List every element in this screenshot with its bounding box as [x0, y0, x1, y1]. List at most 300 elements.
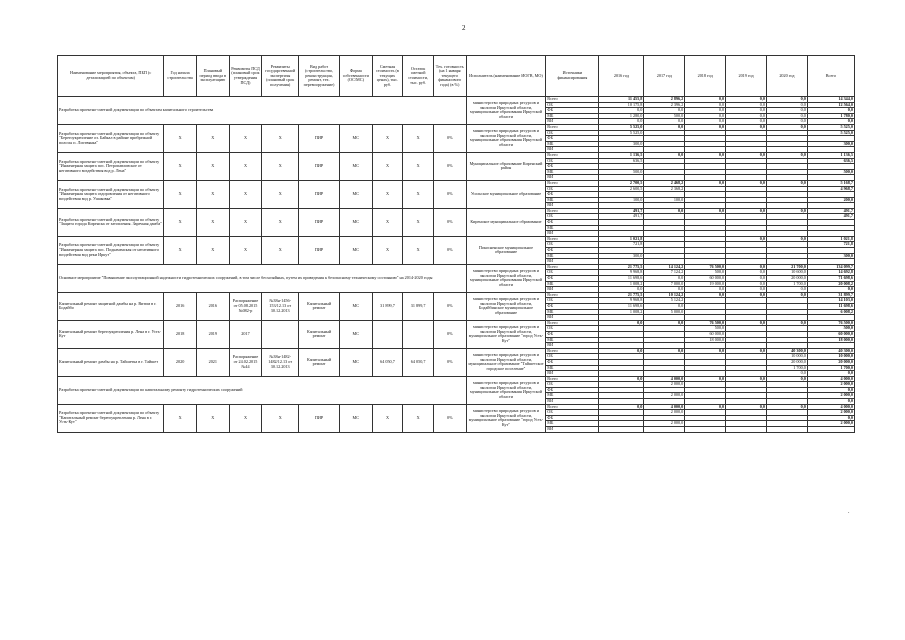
- value-cell: 300,0: [599, 141, 644, 147]
- source-label: ФБ: [546, 387, 599, 393]
- page-number: 2: [462, 24, 466, 32]
- header-cost: Сметная стоимость (в текущих ценах), тыс. руб.: [372, 56, 403, 97]
- value-cell: [685, 427, 726, 433]
- row-executor: министерство природных ресурсов и экологии Иркутской области, муниципальное образование "город Усть-Кут": [466, 320, 546, 348]
- value-cell: 0,0: [766, 113, 807, 119]
- value-cell: 21 775,5: [599, 292, 644, 298]
- cell-mark: МС: [339, 404, 372, 432]
- source-label: ВИ: [546, 119, 599, 125]
- value-cell: 10 175,8: [599, 102, 644, 108]
- cell-mark: X: [164, 180, 197, 208]
- value-cell: 7 000,0: [644, 281, 685, 287]
- value-cell: 491,7: [599, 214, 644, 220]
- value-cell: 0,0: [685, 287, 726, 293]
- value-cell: 11 698,6: [599, 276, 644, 282]
- value-cell: 0,0: [644, 124, 685, 130]
- value-cell: 0,0: [726, 270, 767, 276]
- value-cell: 0,0: [726, 264, 767, 270]
- value-cell: 60 000,0: [807, 331, 854, 337]
- cell-ready: 0%: [433, 292, 466, 320]
- source-label: Всего: [546, 236, 599, 242]
- source-label: ВИ: [546, 231, 599, 237]
- value-cell: 20 000,0: [766, 359, 807, 365]
- source-label: ВИ: [546, 287, 599, 293]
- header-plan-period: Плановый период ввода в эксплуатацию: [196, 56, 229, 97]
- value-cell: 0,0: [685, 124, 726, 130]
- value-cell: 2 396,2: [644, 102, 685, 108]
- cell-y-end: 2021: [196, 348, 229, 376]
- source-label: МБ: [546, 141, 599, 147]
- value-cell: 2 368,2: [644, 186, 685, 192]
- value-cell: 0,0: [766, 371, 807, 377]
- source-label: ВИ: [546, 315, 599, 321]
- value-cell: 4 000,0: [644, 404, 685, 410]
- value-cell: 2 896,2: [644, 97, 685, 103]
- source-label: ФБ: [546, 220, 599, 226]
- value-cell: 5 168,7: [807, 180, 854, 186]
- header-ownership: Форма собственности (ОС/МС): [339, 56, 372, 97]
- source-label: ФБ: [546, 415, 599, 421]
- value-cell: 71 698,6: [807, 276, 854, 282]
- source-label: ВИ: [546, 343, 599, 349]
- source-label: ОБ: [546, 130, 599, 136]
- cell-mark: X: [229, 404, 262, 432]
- cell-mark: МС: [339, 208, 372, 236]
- value-cell: 11 698,6: [807, 303, 854, 309]
- row-name: Капитальный ремонт берегоукрепления р. Лена в г. Усть-Кут: [58, 320, 164, 348]
- row-executor: министерство природных ресурсов и экологии Иркутской области, муниципальные образования Иркутской области: [466, 124, 546, 152]
- cell-work: Капитальный ремонт: [299, 320, 340, 348]
- row-name: Разработка проектно-сметной документации по объекту "Капитальный ремонт берегоукрепления р. Лена в г. Усть-Кут": [58, 404, 164, 432]
- value-cell: 0,0: [807, 119, 854, 125]
- value-cell: 11 698,6: [599, 303, 644, 309]
- value-cell: 5 525,0: [807, 124, 854, 130]
- value-cell: 0,0: [726, 119, 767, 125]
- value-cell: 10 000,0: [766, 354, 807, 360]
- value-cell: 18 000,0: [685, 337, 726, 343]
- value-cell: 2 468,2: [644, 180, 685, 186]
- value-cell: 0,0: [766, 236, 807, 242]
- value-cell: 0,0: [766, 102, 807, 108]
- source-label: ОБ: [546, 326, 599, 332]
- cell-mark: X: [196, 404, 229, 432]
- source-label: Всего: [546, 152, 599, 158]
- cell-ready: 0%: [433, 348, 466, 376]
- header-2020: 2020 год: [766, 56, 807, 97]
- value-cell: 0,0: [766, 292, 807, 298]
- header-2019: 2019 год: [726, 56, 767, 97]
- cell-mark: X: [403, 180, 434, 208]
- cell-mark: X: [372, 152, 403, 180]
- value-cell: 18 000,0: [807, 337, 854, 343]
- cell-expert: [262, 320, 299, 348]
- cell-rem: 31 899,7: [403, 292, 434, 320]
- source-label: МБ: [546, 393, 599, 399]
- value-cell: 2 000,0: [644, 410, 685, 416]
- value-cell: 20 000,0: [766, 276, 807, 282]
- cell-mark: X: [229, 208, 262, 236]
- cell-mark: X: [164, 124, 197, 152]
- row-name: Разработка проектно-сметной документации по капитальному ремонту гидротехнических сооружений: [58, 376, 467, 404]
- cell-mark: 0%: [433, 152, 466, 180]
- source-label: ВИ: [546, 175, 599, 181]
- cell-own: МС: [339, 348, 372, 376]
- value-cell: 0,0: [726, 281, 767, 287]
- cell-mark: ПИР: [299, 236, 340, 264]
- source-label: ВИ: [546, 203, 599, 209]
- header-executor: Исполнитель (наименование ИОГВ, МО): [466, 56, 546, 97]
- value-cell: 10 600,0: [766, 270, 807, 276]
- cell-mark: X: [262, 404, 299, 432]
- value-cell: 2 000,0: [807, 382, 854, 388]
- row-name: Разработка проектно-сметной документации по объектам капитального строительства: [58, 97, 467, 125]
- value-cell: 14 103,0: [807, 298, 854, 304]
- value-cell: 9 968,8: [599, 298, 644, 304]
- value-cell: 0,0: [644, 208, 685, 214]
- value-cell: 0,0: [726, 320, 767, 326]
- value-cell: 1 780,0: [807, 113, 854, 119]
- source-label: Всего: [546, 320, 599, 326]
- value-cell: 0,0: [766, 404, 807, 410]
- cell-mark: 0%: [433, 404, 466, 432]
- value-cell: 2 000,0: [644, 421, 685, 427]
- value-cell: 1 700,0: [807, 365, 854, 371]
- row-executor: министерство природных ресурсов и экологии Иркутской области, муниципальное образование "город Усть-Кут": [466, 404, 546, 432]
- value-cell: 0,0: [726, 97, 767, 103]
- value-cell: 20 000,0: [807, 359, 854, 365]
- value-cell: 2 600,5: [599, 186, 644, 192]
- value-cell: 721,8: [599, 242, 644, 248]
- source-label: ВИ: [546, 399, 599, 405]
- value-cell: 60 000,0: [685, 276, 726, 282]
- row-executor: Усольское муниципальное образование: [466, 180, 546, 208]
- source-label: МБ: [546, 225, 599, 231]
- cell-rem: 64 050,7: [403, 348, 434, 376]
- value-cell: [599, 427, 644, 433]
- value-cell: 0,0: [685, 102, 726, 108]
- value-cell: 14 692,8: [807, 270, 854, 276]
- cell-mark: ПИР: [299, 404, 340, 432]
- value-cell: 0,0: [599, 119, 644, 125]
- source-label: ФБ: [546, 303, 599, 309]
- value-cell: 100,0: [599, 197, 644, 203]
- value-cell: 0,0: [685, 208, 726, 214]
- value-cell: 0,0: [726, 180, 767, 186]
- value-cell: 76 500,0: [807, 320, 854, 326]
- value-cell: 0,0: [644, 108, 685, 114]
- value-cell: 14 124,2: [644, 264, 685, 270]
- cell-mark: X: [164, 404, 197, 432]
- cell-mark: X: [372, 404, 403, 432]
- value-cell: 12 564,0: [807, 102, 854, 108]
- value-cell: 0,0: [685, 97, 726, 103]
- value-cell: 636,5: [599, 158, 644, 164]
- value-cell: 20 008,2: [807, 281, 854, 287]
- header-year-start: Год начала строительства: [164, 56, 197, 97]
- value-cell: 0,0: [685, 152, 726, 158]
- source-label: Всего: [546, 208, 599, 214]
- source-label: ФБ: [546, 164, 599, 170]
- source-label: ФБ: [546, 359, 599, 365]
- cell-mark: 0%: [433, 124, 466, 152]
- value-cell: 0,0: [685, 292, 726, 298]
- cell-mark: МС: [339, 124, 372, 152]
- value-cell: [766, 427, 807, 433]
- cell-mark: X: [372, 236, 403, 264]
- value-cell: 721,8: [807, 242, 854, 248]
- value-cell: 0,0: [807, 415, 854, 421]
- value-cell: 0,0: [766, 119, 807, 125]
- row-executor: Покосненское муниципальное образование: [466, 236, 546, 264]
- value-cell: 0,0: [644, 276, 685, 282]
- cell-psd: Распоряжение от 05.08.2015 №082-р: [229, 292, 262, 320]
- header-total: Всего: [807, 56, 854, 97]
- value-cell: 4 000,0: [807, 404, 854, 410]
- value-cell: 0,0: [685, 180, 726, 186]
- source-label: МБ: [546, 169, 599, 175]
- cell-work: Капитальный ремонт: [299, 348, 340, 376]
- row-executor: министерство природных ресурсов и экологии Иркутской области, муниципальные образования Иркутской области: [466, 97, 546, 125]
- source-label: ОБ: [546, 382, 599, 388]
- row-name: Разработка проектно-сметной документации по объекту "Инженерная защита пос. Подкаменская от негативного воздействия вод реки Иркут": [58, 236, 164, 264]
- row-executor: министерство природных ресурсов и экологии Иркутской области, муниципальные образования Иркутской области: [466, 376, 546, 404]
- value-cell: 2 000,0: [807, 410, 854, 416]
- cell-cost: 31 899,7: [372, 292, 403, 320]
- value-cell: 0,0: [726, 124, 767, 130]
- value-cell: 500,0: [807, 169, 854, 175]
- value-cell: 0,0: [644, 152, 685, 158]
- cell-mark: X: [164, 208, 197, 236]
- value-cell: 0,0: [766, 180, 807, 186]
- row-name: Капитальный ремонт защитной дамбы на р. Витим в г. Бодайбо: [58, 292, 164, 320]
- cell-mark: X: [403, 152, 434, 180]
- value-cell: 500,0: [599, 169, 644, 175]
- value-cell: 0,0: [685, 348, 726, 354]
- trailing-mark: .: [848, 509, 850, 515]
- cell-mark: X: [372, 124, 403, 152]
- cell-y-start: 2018: [164, 320, 197, 348]
- value-cell: 0,0: [726, 348, 767, 354]
- value-cell: 10 000,0: [807, 354, 854, 360]
- value-cell: 76 500,0: [685, 320, 726, 326]
- value-cell: 6 008,2: [807, 309, 854, 315]
- header-expertise: Реквизиты государственной экспертизы (плановый срок получения): [262, 56, 299, 97]
- value-cell: 300,0: [807, 141, 854, 147]
- value-cell: 491,7: [807, 214, 854, 220]
- source-label: ФБ: [546, 276, 599, 282]
- value-cell: 0,0: [726, 102, 767, 108]
- row-executor: министерство природных ресурсов и экологии Иркутской области, муниципальные образования Иркутской области: [466, 264, 546, 292]
- value-cell: 0,0: [726, 287, 767, 293]
- value-cell: 0,0: [766, 376, 807, 382]
- source-label: ВИ: [546, 427, 599, 433]
- value-cell: 500,0: [644, 113, 685, 119]
- value-cell: 0,0: [599, 376, 644, 382]
- value-cell: 500,0: [685, 270, 726, 276]
- cell-cost: 64 050,7: [372, 348, 403, 376]
- value-cell: 0,0: [685, 119, 726, 125]
- value-cell: 0,0: [726, 152, 767, 158]
- value-cell: 0,0: [766, 124, 807, 130]
- source-label: Всего: [546, 180, 599, 186]
- row-name: Разработка проектно-сметной документации по объекту "Инженерная защита пос. Петропавловское от негативного воздействия вод р. Лена": [58, 152, 164, 180]
- value-cell: 2 000,0: [807, 393, 854, 399]
- value-cell: 11 455,8: [599, 97, 644, 103]
- cell-mark: X: [372, 208, 403, 236]
- source-label: Всего: [546, 97, 599, 103]
- cell-mark: X: [403, 208, 434, 236]
- cell-mark: X: [262, 236, 299, 264]
- value-cell: 134 099,7: [807, 264, 854, 270]
- source-label: Всего: [546, 404, 599, 410]
- value-cell: 40 300,0: [766, 348, 807, 354]
- source-label: ФБ: [546, 248, 599, 254]
- value-cell: 0,0: [807, 399, 854, 405]
- cell-mark: ПИР: [299, 124, 340, 152]
- header-2016: 2016 год: [599, 56, 644, 97]
- source-label: ОБ: [546, 186, 599, 192]
- source-label: ФБ: [546, 331, 599, 337]
- value-cell: 0,0: [644, 303, 685, 309]
- cell-mark: X: [229, 236, 262, 264]
- header-2018: 2018 год: [685, 56, 726, 97]
- cell-mark: X: [196, 208, 229, 236]
- cell-mark: ПИР: [299, 180, 340, 208]
- cell-own: МС: [339, 320, 372, 348]
- value-cell: 1 700,0: [766, 281, 807, 287]
- value-cell: 636,5: [807, 158, 854, 164]
- source-label: ОБ: [546, 242, 599, 248]
- cell-mark: ПИР: [299, 152, 340, 180]
- value-cell: 200,0: [807, 197, 854, 203]
- source-label: ОБ: [546, 410, 599, 416]
- value-cell: 0,0: [726, 276, 767, 282]
- value-cell: 1 008,2: [599, 281, 644, 287]
- value-cell: 76 500,0: [685, 264, 726, 270]
- cell-cost: [372, 320, 403, 348]
- header-readiness: Тех. готовность (на 1 января текущего финансового года) (в %): [433, 56, 466, 97]
- value-cell: 1 008,2: [599, 309, 644, 315]
- value-cell: 0,0: [644, 119, 685, 125]
- value-cell: 0,0: [766, 320, 807, 326]
- value-cell: 0,0: [726, 292, 767, 298]
- source-label: МБ: [546, 337, 599, 343]
- row-name: Разработка проектно-сметной документации по объекту "Берегоукрепление оз. Байкал в районе прибрежной полосы п. Листвянка": [58, 124, 164, 152]
- cell-own: МС: [339, 292, 372, 320]
- cell-mark: X: [403, 124, 434, 152]
- source-label: МБ: [546, 253, 599, 259]
- cell-mark: X: [229, 180, 262, 208]
- value-cell: 60 000,0: [685, 331, 726, 337]
- row-name: Основное мероприятие "Повышение эксплуатационной надежности гидротехнических сооружений, в том числе бесхозяйных, путем их приведения к безопасному техническому состоянию" на 2014-2020 годы: [58, 264, 467, 292]
- row-name: Разработка проектно-сметной документации по объекту "Инженерная защита оздоровления от негативного воздействия вод р. Ушаковка": [58, 180, 164, 208]
- source-label: ОБ: [546, 214, 599, 220]
- source-label: МБ: [546, 365, 599, 371]
- value-cell: 0,0: [766, 108, 807, 114]
- cell-mark: МС: [339, 152, 372, 180]
- value-cell: 0,0: [766, 208, 807, 214]
- value-cell: 0,0: [807, 371, 854, 377]
- value-cell: 100,0: [644, 197, 685, 203]
- value-cell: 31 899,7: [807, 292, 854, 298]
- cell-mark: X: [403, 236, 434, 264]
- source-label: МБ: [546, 421, 599, 427]
- cell-mark: X: [164, 236, 197, 264]
- value-cell: 4 000,0: [644, 376, 685, 382]
- value-cell: 0,0: [726, 108, 767, 114]
- value-cell: 0,0: [726, 404, 767, 410]
- cell-mark: X: [196, 152, 229, 180]
- value-cell: 0,0: [599, 404, 644, 410]
- value-cell: 500,0: [685, 326, 726, 332]
- source-label: Всего: [546, 292, 599, 298]
- value-cell: 21 700,0: [766, 264, 807, 270]
- value-cell: 1 021,8: [599, 236, 644, 242]
- cell-expert: №38н-1482-1482/12.13 от 30.12.2013: [262, 348, 299, 376]
- value-cell: 300,0: [599, 253, 644, 259]
- cell-mark: 0%: [433, 180, 466, 208]
- value-cell: 5 525,0: [599, 124, 644, 130]
- source-label: ВИ: [546, 147, 599, 153]
- cell-expert: №38н-1456-153/12.13 от 30.12.2013: [262, 292, 299, 320]
- value-cell: 40 300,0: [807, 348, 854, 354]
- value-cell: 10 124,2: [644, 292, 685, 298]
- value-cell: 5 124,2: [644, 298, 685, 304]
- value-cell: 1 021,8: [807, 236, 854, 242]
- source-label: МБ: [546, 309, 599, 315]
- value-cell: [644, 427, 685, 433]
- header-2017: 2017 год: [644, 56, 685, 97]
- value-cell: 0,0: [807, 108, 854, 114]
- row-executor: министерство природных ресурсов и экологии Иркутской области, Бодайбинское муниципальное образование: [466, 292, 546, 320]
- source-label: ФБ: [546, 136, 599, 142]
- header-work-type: Вид работ (строительство, реконструкция, ремонт, тех. перевооружение): [299, 56, 340, 97]
- source-label: ФБ: [546, 192, 599, 198]
- cell-mark: X: [262, 208, 299, 236]
- value-cell: 1 136,5: [807, 152, 854, 158]
- value-cell: 5 525,0: [599, 130, 644, 136]
- source-label: Всего: [546, 348, 599, 354]
- cell-mark: X: [164, 152, 197, 180]
- source-label: МБ: [546, 197, 599, 203]
- source-label: ФБ: [546, 108, 599, 114]
- value-cell: 0,0: [685, 376, 726, 382]
- cell-y-end: 2019: [196, 320, 229, 348]
- cell-y-end: 2016: [196, 292, 229, 320]
- value-cell: 0,0: [644, 320, 685, 326]
- financing-table: [57, 55, 855, 515]
- source-label: ОБ: [546, 270, 599, 276]
- value-cell: 0,0: [644, 287, 685, 293]
- table-header-row: [58, 56, 855, 97]
- row-name: Разработка проектно-сметной документации по объекту "Защита города Киренска от затопления. Заречная дамба": [58, 208, 164, 236]
- value-cell: 300,0: [807, 253, 854, 259]
- value-cell: 0,0: [644, 348, 685, 354]
- source-label: ВИ: [546, 371, 599, 377]
- source-label: МБ: [546, 281, 599, 287]
- cell-mark: ПИР: [299, 208, 340, 236]
- header-name: Наименование мероприятия, объекта, ПБП (с детализацией по объектам): [58, 56, 164, 97]
- value-cell: 0,0: [766, 97, 807, 103]
- value-cell: 0,0: [599, 320, 644, 326]
- value-cell: 5 525,0: [807, 130, 854, 136]
- value-cell: 14 344,0: [807, 97, 854, 103]
- value-cell: 9 968,8: [599, 270, 644, 276]
- cell-mark: X: [229, 124, 262, 152]
- cell-mark: X: [196, 180, 229, 208]
- source-label: Всего: [546, 376, 599, 382]
- cell-y-start: 2016: [164, 292, 197, 320]
